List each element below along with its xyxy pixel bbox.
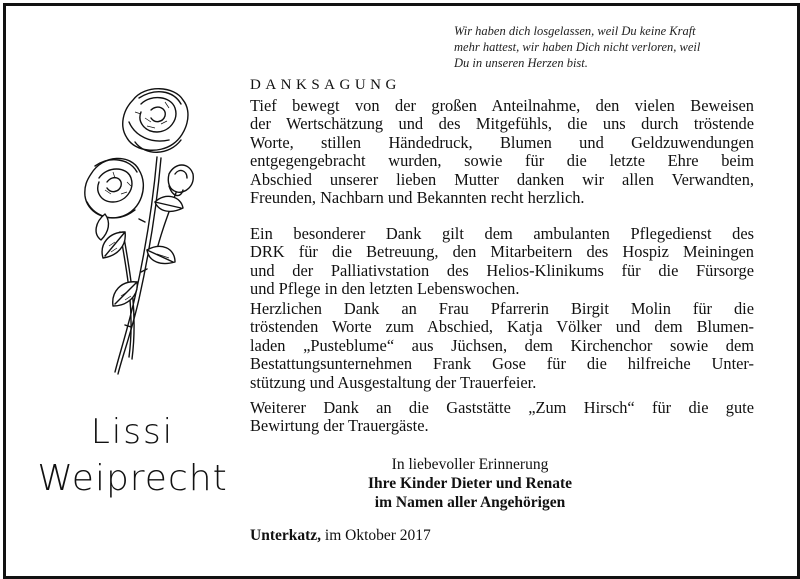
closing-block [300, 455, 640, 512]
deceased-first-name: Lissi [90, 412, 175, 452]
paragraph-line: Worte, stillen Händedruck, Blumen und Geldzuwendungen [250, 132, 754, 152]
closing-line: In liebevoller Erinnerung [391, 456, 549, 473]
closing-relatives: im Namen aller Angehörigen [374, 494, 566, 511]
paragraph-line: Ein besonderer Dank gilt dem ambulanten Pflegedienst des [250, 224, 754, 243]
paragraph-line: und Pflege in den letzten Lebenswochen. [250, 279, 520, 299]
paragraph-line: Herzlichen Dank an Frau Pfarrerin Birgit Molin für die [250, 299, 754, 318]
paragraph-line: der Wertschätzung und des Mitgefühls, die uns durch tröstende [250, 114, 754, 134]
thanks-paragraph-4 [250, 399, 754, 436]
paragraph-line: und der Palliativstation des Helios-Klinikums für die Fürsorge [250, 260, 754, 280]
date: im Oktober 2017 [324, 527, 431, 544]
quote-line: Wir haben dich losgelassen, weil Du keine Kraft [454, 24, 696, 38]
thanks-paragraph-2 [250, 225, 754, 299]
paragraph-line: tröstenden Worte zum Abschied, Katja Völker und dem Blumen- [250, 317, 754, 337]
closing-family: Ihre Kinder Dieter und Renate [367, 475, 573, 492]
memorial-quote [454, 23, 774, 71]
paragraph-line: entgegengebracht wurden, sowie für die letzte Ehre beim [250, 151, 754, 171]
paragraph-line: Tief bewegt von der großen Anteilnahme, den vielen Beweisen [250, 96, 754, 115]
place-date [250, 527, 431, 545]
paragraph-line: stützung und Ausgestaltung der Trauerfeier. [250, 372, 537, 392]
notice-heading: DANKSAGUNG [250, 77, 401, 93]
quote-line: Du in unseren Herzen bist. [454, 56, 588, 70]
place: Unterkatz, [250, 527, 322, 544]
paragraph-line: Weiterer Dank an die Gaststätte „Zum Hirsch“ für die gute [250, 398, 754, 417]
deceased-last-name: Weiprecht [37, 458, 228, 499]
paragraph-line: DRK für die Betreuung, den Mitarbeitern des Hospiz Meiningen [250, 242, 754, 262]
paragraph-line: Bestattungsunternehmen Frank Gose für die hilfreiche Unter- [250, 354, 754, 374]
paragraph-line: laden „Pusteblume“ aus Jüchsen, dem Kirchenchor sowie dem [250, 335, 754, 355]
thanks-paragraph-1 [250, 97, 754, 207]
paragraph-line: Bewirtung der Trauergäste. [250, 416, 429, 436]
paragraph-line: Freunden, Nachbarn und Bekannten recht herzlich. [250, 188, 585, 208]
thanks-paragraph-3 [250, 300, 754, 392]
quote-line: mehr hattest, wir haben Dich nicht verloren, weil [454, 40, 701, 54]
rose-illustration-icon [65, 82, 215, 382]
paragraph-line: Abschied unserer lieben Mutter danken wir allen Verwandten, [250, 169, 754, 189]
